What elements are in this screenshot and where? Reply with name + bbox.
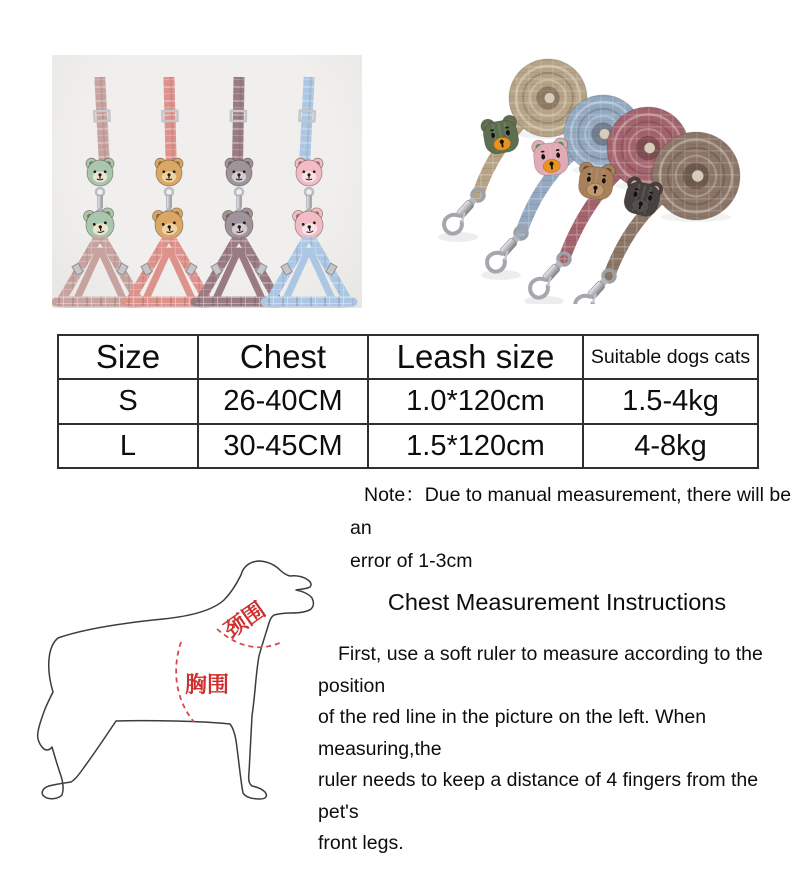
dog-outline	[38, 561, 314, 799]
harness-item-3	[263, 77, 355, 308]
cell-weight-l: 4-8kg	[583, 424, 758, 468]
harness-item-2	[193, 77, 285, 308]
measurement-note	[350, 479, 800, 578]
neck-girth-label: 颈围	[219, 596, 270, 643]
col-header-suitable: Suitable dogs cats	[583, 335, 758, 379]
instructions-line-1: First, use a soft ruler to measure according to the position	[318, 643, 763, 697]
size-table	[57, 334, 759, 469]
instructions-line-2: of the red line in the picture on the left. When measuring,the	[318, 706, 707, 760]
cell-weight-s: 1.5-4kg	[583, 379, 758, 424]
size-chart	[57, 334, 759, 469]
instructions-title: Chest Measurement Instructions	[387, 589, 727, 615]
col-header-chest: Chest	[198, 335, 368, 379]
cell-size-s: S	[58, 379, 198, 424]
table-header-row	[58, 335, 758, 379]
cell-leash-s: 1.0*120cm	[368, 379, 583, 424]
instructions-line-3: ruler needs to keep a distance of 4 fingers from the pet's	[318, 769, 759, 823]
cell-leash-l: 1.5*120cm	[368, 424, 583, 468]
table-row	[58, 424, 758, 468]
harness-photo-illustration	[52, 55, 362, 308]
table-row	[58, 379, 758, 424]
harness-item-0	[54, 77, 146, 308]
dog-measurement-diagram	[28, 553, 326, 815]
col-header-size: Size	[58, 335, 198, 379]
note-line-1: Note：Due to manual measurement, there will be an	[350, 484, 792, 539]
col-header-leash: Leash size	[368, 335, 583, 379]
note-line-2: error of 1-3cm	[350, 550, 473, 572]
dog-outline-drawing	[28, 553, 326, 815]
cell-chest-l: 30-45CM	[198, 424, 368, 468]
chest-girth-label: 胸围	[184, 672, 230, 697]
harness-product-photo	[52, 55, 362, 308]
harness-item-1	[123, 77, 215, 308]
instructions-paragraph	[318, 639, 800, 860]
cell-chest-s: 26-40CM	[198, 379, 368, 424]
leash-photo-illustration	[415, 52, 775, 304]
leash-product-photo	[415, 52, 775, 304]
cell-size-l: L	[58, 424, 198, 468]
instructions-line-4: front legs.	[318, 832, 404, 854]
